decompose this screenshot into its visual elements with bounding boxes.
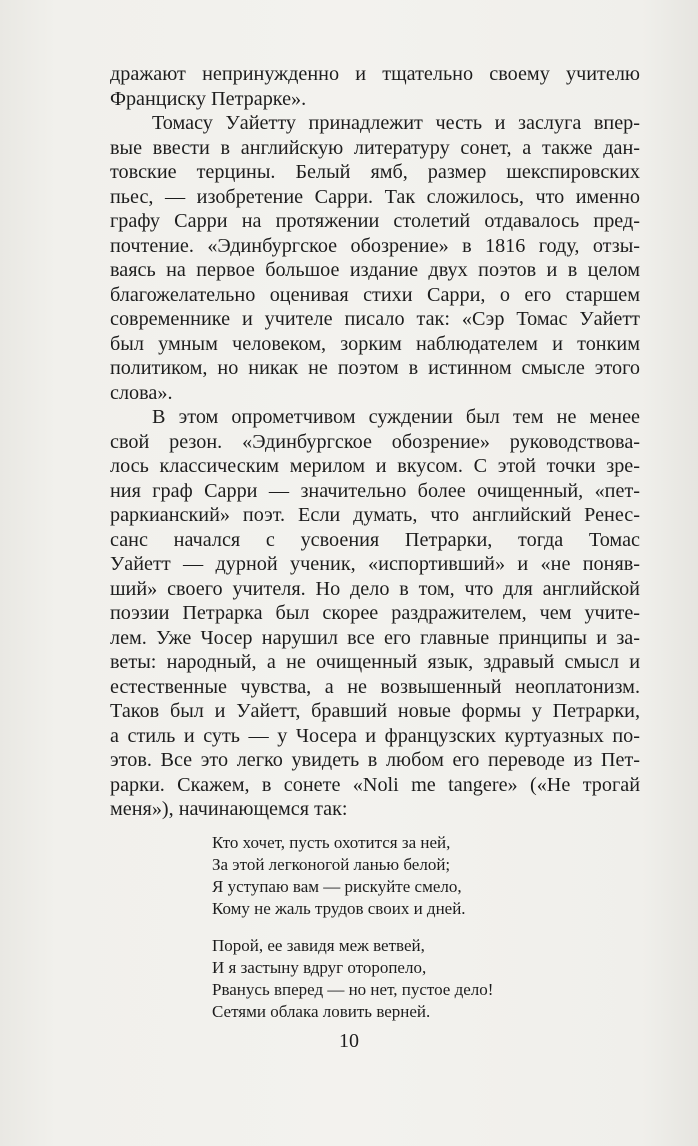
text-line: вые ввести в английскую литературу сонет, а также дан- [110,136,640,159]
text-line: поэзии Петрарка был скорее раздражителем, чем учите- [110,602,640,624]
paragraph-1 [110,62,640,111]
text-line: графу Сарри на протяжении столетий отдавалось пред- [110,210,640,232]
text-line: был умным человеком, зорким наблюдателем и тонким [110,332,640,355]
text-line: пьес, — изобретение Сарри. Так сложилось, что именно [110,185,640,208]
text-line: а стиль и суть — у Чосера и французских куртуазных по- [110,724,640,747]
poem-line: Сетями облака ловить верней. [212,1002,431,1021]
text-line: дражают непринужденно и тщательно своему учителю [110,63,640,85]
text-line: ния граф Сарри — значительно более очищенный, «пет- [110,479,640,502]
text-line: лось классическим мерилом и вкусом. С этой точки зре- [110,455,640,477]
poem-line: Кому не жаль трудов своих и дней. [212,899,466,918]
text-line: раркианский» поэт. Если думать, что английский Ренес- [110,504,640,526]
text-line: современнике и учителе писало так: «Сэр Томас Уайетт [110,308,640,330]
poem-line: За этой легконогой ланью белой; [212,855,451,874]
text-line: Томасу Уайетту принадлежит честь и заслуга впер- [152,112,640,134]
text-line: естественные чувства, а не возвышенный неоплатонизм. [110,675,640,698]
text-line: товские терцины. Белый ямб, размер шекспировских [110,161,640,183]
text-line: веты: народный, а не очищенный язык, здравый смысл и [110,651,640,673]
text-line: лем. Уже Чосер нарушил все его главные принципы и за- [110,626,640,649]
text-line: Таков был и Уайетт, бравший новые формы у Петрарки, [110,700,640,722]
text-line: Франциску Петрарке». [110,87,307,110]
paragraph-3 [110,405,640,822]
text-line: санс начался с усвоения Петрарки, тогда Томас [110,528,640,551]
text-line: свой резон. «Эдинбургское обозрение» руководствова- [110,430,640,453]
poem-line: И я застыну вдруг оторопело, [212,958,427,977]
text-line: политиком, но никак не поэтом в истинном смысле этого [110,357,640,379]
text-line: благожелательно оценивая стихи Сарри, о его старшем [110,283,640,306]
paragraph-2 [110,111,640,405]
body-text [110,62,640,822]
text-line: слова». [110,381,173,404]
text-line: В этом опрометчивом суждении был тем не менее [152,406,640,428]
poem-line: Рванусь вперед — но нет, пустое дело! [212,980,494,999]
text-line: ший» своего учителя. Но дело в том, что для английской [110,577,640,600]
text-line: Уайетт — дурной ученик, «испортивший» и «не поняв- [110,553,640,575]
text-line: меня»), начинающемся так: [110,798,348,820]
poem-line: Я уступаю вам — рискуйте смело, [212,877,462,896]
poem-stanza-1 [212,832,466,920]
text-line: почтение. «Эдинбургское обозрение» в 1816 году, отзы- [110,234,640,257]
text-line: ваясь на первое большое издание двух поэтов и в целом [110,259,640,281]
text-line: этов. Все это легко увидеть в любом его переводе из Пет- [110,749,640,771]
page-number: 10 [339,1030,359,1052]
text-line: рарки. Скажем, в сонете «Noli me tangere» («Не трогай [110,773,640,796]
poem-stanza-2 [212,935,493,1023]
poem-line: Кто хочет, пусть охотится за ней, [212,833,451,852]
poem-line: Порой, ее завидя меж ветвей, [212,936,425,955]
